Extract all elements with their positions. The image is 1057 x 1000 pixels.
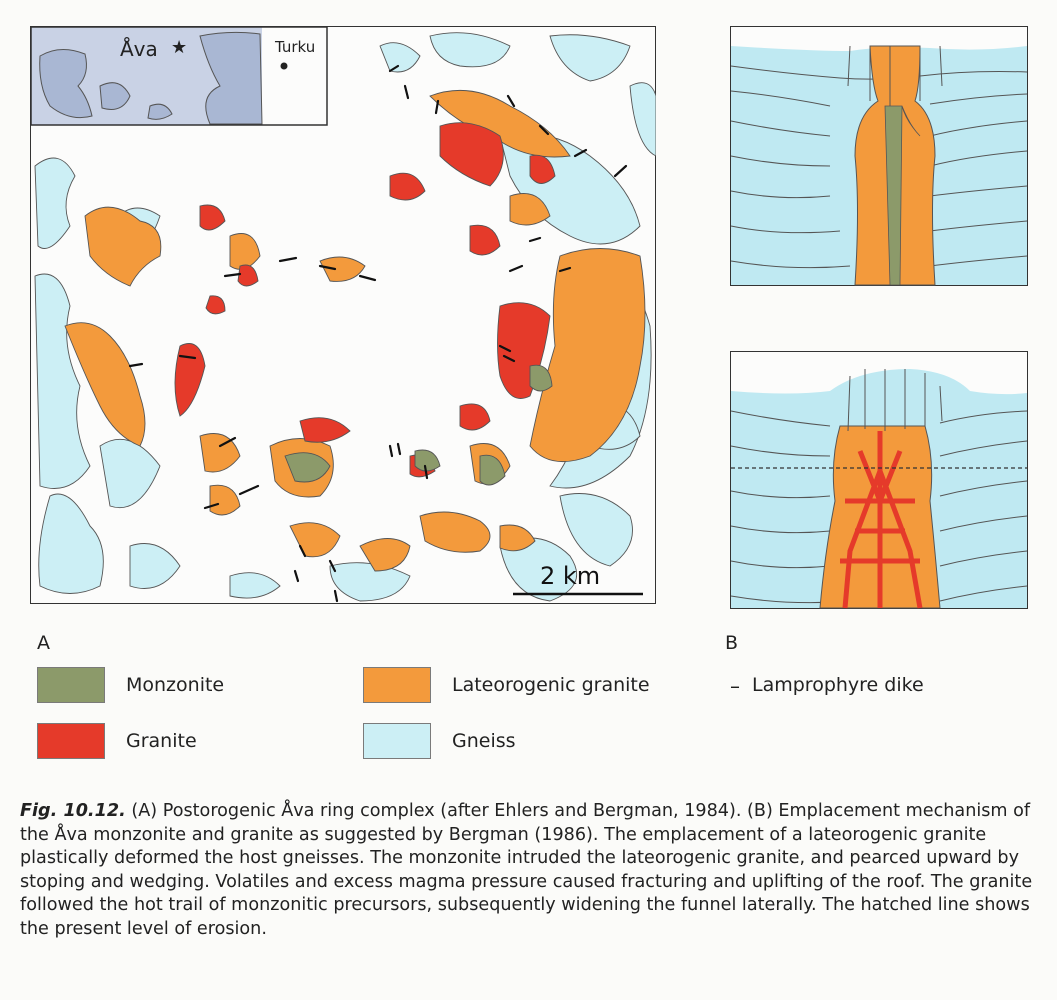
cross-section-early: [730, 26, 1028, 286]
geologic-map: [30, 26, 656, 604]
star-icon: ★: [171, 37, 188, 58]
caption-text: (A) Postorogenic Åva ring complex (after Ehlers and Bergman, 1984). (B) Emplacement mechanism of the Åva monzonite and granite as suggested by Bergman (1986). The emplacement of a lateorogenic granite plastically deformed the host gneisses. The monzonite intruded the lateorogenic granite, and pearced upward by stoping and wedging. Volatiles and excess magma pressure caused fracturing and uplifting of the roof. The granite followed the hot trail of monzonitic precursors, subsequently widening the funnel laterally. The hatched line shows the present level of erosion.: [20, 801, 1033, 939]
cross-section-late: [730, 351, 1028, 609]
legend-label-lateorogenic-granite: Lateorogenic granite: [452, 674, 650, 696]
legend-swatch-granite: [37, 723, 105, 759]
figure-caption: [20, 800, 1050, 941]
panel-label-b: B: [725, 632, 739, 654]
legend-label-granite: Granite: [126, 730, 197, 752]
scale-bar-label: 2 km: [540, 562, 601, 590]
legend-label-lamprophyre-dike: Lamprophyre dike: [752, 674, 924, 696]
inset-label-ava: Åva: [120, 37, 158, 61]
figure-number: Fig. 10.12.: [20, 801, 126, 821]
inset-label-turku: Turku: [275, 38, 316, 56]
city-marker-icon: [281, 63, 288, 70]
dike-symbol-icon: –: [730, 674, 740, 698]
legend-swatch-lateorogenic-granite: [363, 667, 431, 703]
legend-swatch-gneiss: [363, 723, 431, 759]
legend-label-monzonite: Monzonite: [126, 674, 225, 696]
panel-label-a: A: [37, 632, 50, 654]
legend-swatch-monzonite: [37, 667, 105, 703]
legend-label-gneiss: Gneiss: [452, 730, 516, 752]
